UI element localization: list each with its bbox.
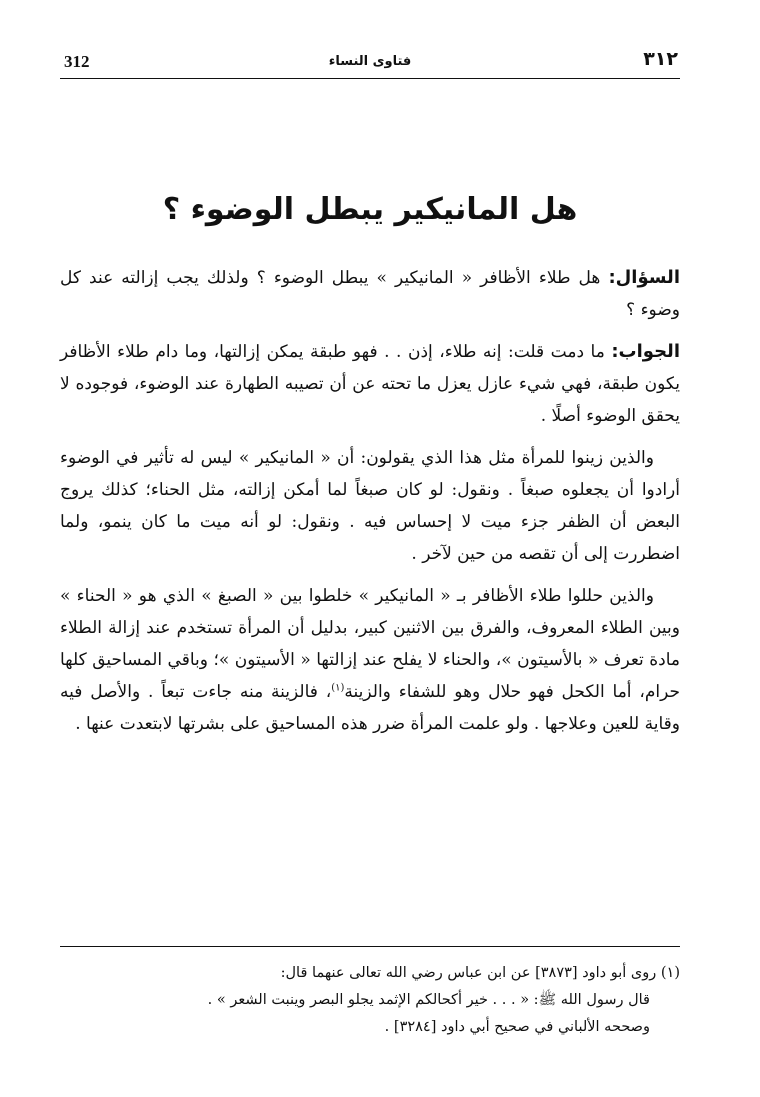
running-header [60, 48, 680, 79]
paragraph-3-start: والذين حللوا طلاء الأظافر بـ « المانيكير » خلطوا بين « الصبغ » الذي هو « الحناء » وبين الطلاء المعروف، والفرق بين الاثنين كبير، بدليل أن المرأة تستخدم عند إزالة الطلاء مادة تعرف « بالأسيتون »، والحناء لا يفلح عند إزالتها « الأسيتون »؛ وباقي المساحيق كلها حرام، أما الكحل فهو حلال وهو للشفاء والزينة [60, 586, 680, 702]
question-text: هل طلاء الأظافر « المانيكير » يبطل الوضوء ؟ ولذلك يجب إزالته عند كل وضوء ؟ [60, 268, 680, 320]
paragraph-2: والذين زينوا للمرأة مثل هذا الذي يقولون: أن « المانيكير » ليس له تأثير في الوضوء أرادوا أن يجعلوه صبغاً . ونقول: لو كان صبغاً لما أمكن إزالته، مثل الحناء؛ كذلك يروج البعض أن الظفر جزء ميت لا إحساس فيه . ونقول: لو أنه ميت ما كان ينمو، ولما اضطررت إلى أن تقصه من حين لآخر . [60, 448, 680, 564]
footnote-line-3: وصححه الألباني في صحيح أبي داود [٣٢٨٤] . [384, 1019, 650, 1035]
article-body [60, 262, 680, 750]
footnote-line-1: (١) روى أبو داود [٣٨٧٣] عن ابن عباس رضي الله تعالى عنهما قال: [280, 965, 680, 981]
question-label: السؤال: [608, 267, 680, 288]
footnote-line-2: قال رسول الله ﷺ: « . . . خير أكحالكم الإثمد يجلو البصر وينبت الشعر » . [207, 992, 650, 1008]
page-number-latin: 312 [64, 52, 90, 71]
paragraph-3 [60, 580, 680, 740]
footnote-divider [60, 946, 680, 947]
footnotes [60, 960, 680, 1041]
footnote-reference[interactable]: (١) [331, 682, 345, 694]
question-paragraph [60, 262, 680, 326]
answer-paragraph [60, 336, 680, 432]
answer-text: ما دمت قلت: إنه طلاء، إذن . . فهو طبقة يمكن إزالتها، وما دام طلاء الأظافر يكون طبقة، فهي شيء عازل يعزل ما تحته عن أن تصيبه الطهارة عند الوضوء، فوجوده لا يحقق الوضوء أصلًا . [60, 342, 680, 426]
book-title: فتاوى النساء [328, 54, 412, 69]
article-title: هل المانيكير يبطل الوضوء ؟ [162, 192, 578, 227]
answer-label: الجواب: [611, 341, 680, 362]
paragraph-3-end: ، فالزينة منه جاءت تبعاً . والأصل فيه وقاية للعين وعلاجها . ولو علمت المرأة ضرر هذه المساحيق على بشرتها لابتعدت عنها . [60, 682, 680, 734]
page-number-arabic: ٣١٢ [643, 48, 678, 70]
